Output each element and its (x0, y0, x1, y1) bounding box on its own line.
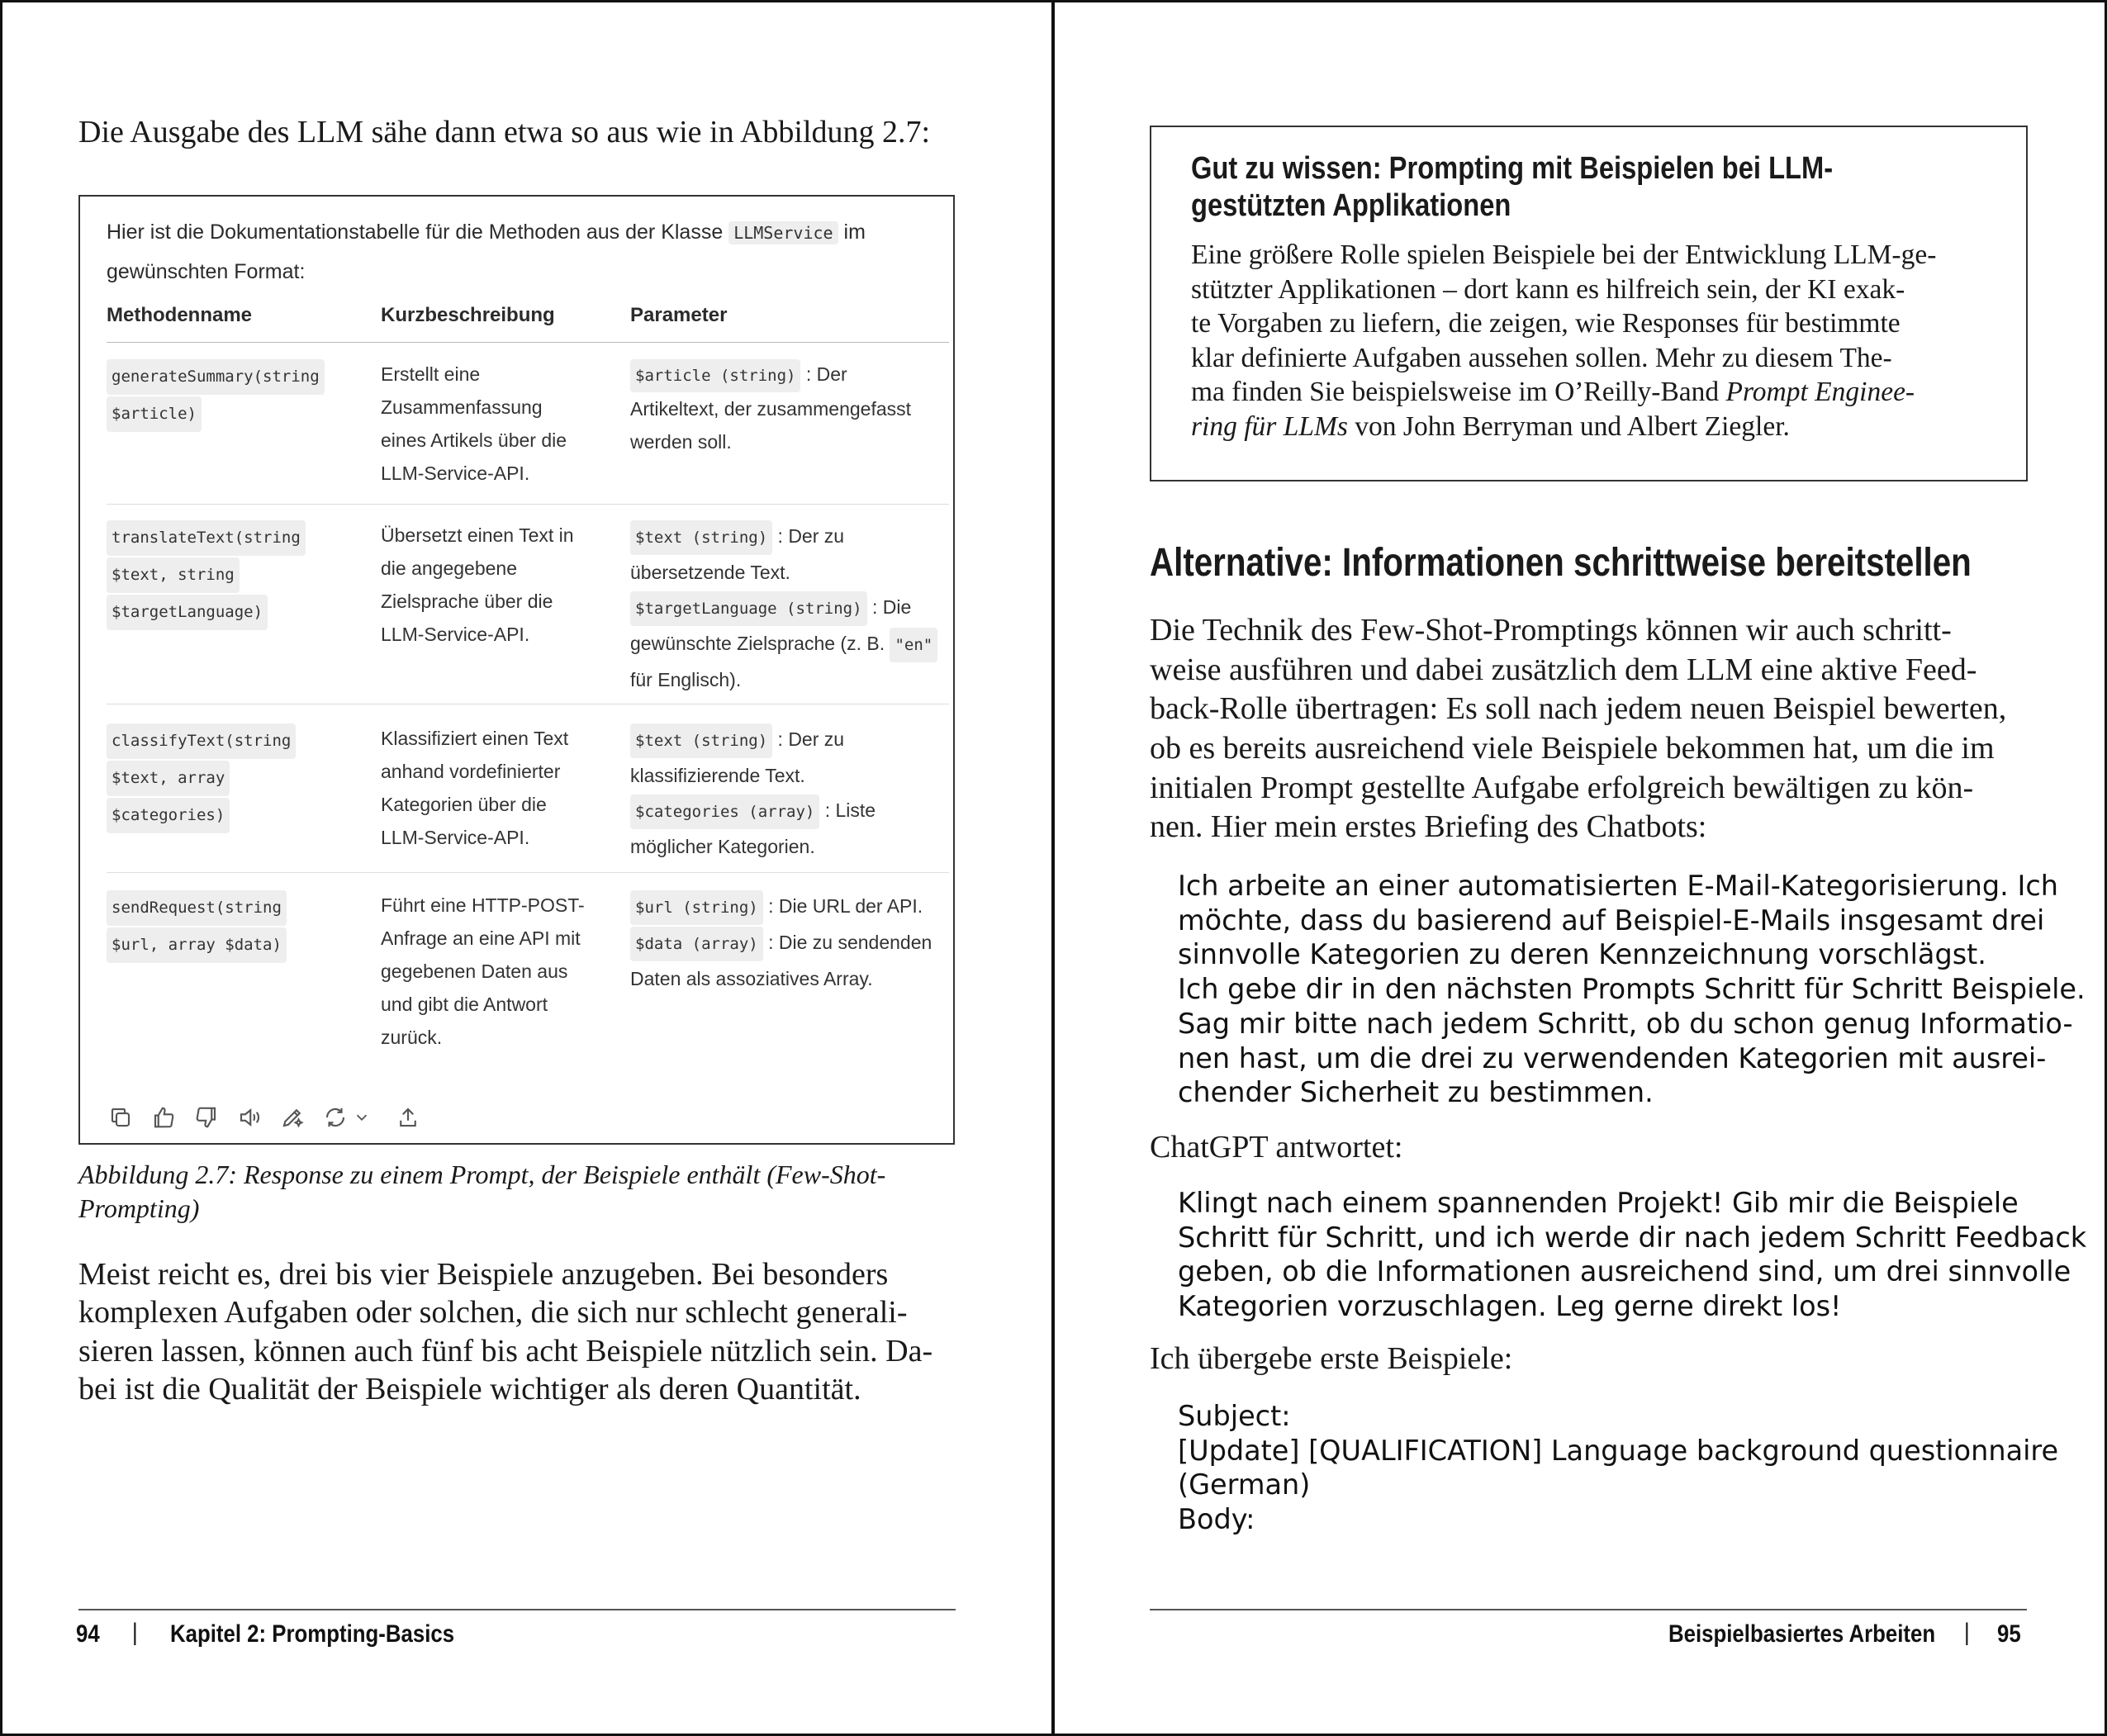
figure-chat-response (78, 195, 955, 1145)
left-footer-separator: | (132, 1619, 138, 1646)
note-box (1150, 126, 2028, 481)
row1-method: generateSummary(string $article) (107, 358, 325, 432)
thumbs-down-icon[interactable] (192, 1103, 221, 1131)
section-heading: Alternative: Informationen schrittweise bereitstellen (1150, 541, 1972, 585)
figure-caption: Abbildung 2.7: Response zu einem Prompt, der Beispiele enthält (Few-Shot-Prompting) (78, 1160, 886, 1223)
header-kurzbeschreibung: Kurzbeschreibung (381, 304, 555, 326)
row3-method: classifyText(string $text, array $categories) (107, 722, 296, 833)
row2-description: Übersetzt einen Text in die angegebene Zielsprache über die LLM-Service-API. (381, 524, 574, 645)
row3-description: Klassifiziert einen Text anhand vordefinierter Kategorien über die LLM-Service-API. (381, 728, 569, 848)
right-section-title: Beispielbasiertes Arbeiten (1668, 1620, 1936, 1648)
read-aloud-icon[interactable] (235, 1103, 263, 1131)
row4-parameters: $url (string) : Die URL der API. $data (array) : Die zu sendenden Daten als assoziatives Array. (630, 889, 932, 996)
right-footer-separator: | (1964, 1619, 1970, 1646)
figure-intro: Hier ist die Dokumentationstabelle für die Methoden aus der Klasse LLMService im gewünschten Format: (107, 221, 866, 283)
right-page-number: 95 (1997, 1620, 2021, 1648)
regenerate-icon[interactable] (321, 1103, 349, 1131)
inline-code-llmservice: LLMService (728, 221, 838, 244)
left-intro-text: Die Ausgabe des LLM sähe dann etwa so aus wie in Abbildung 2.7: (78, 115, 931, 149)
copy-icon[interactable] (107, 1103, 135, 1131)
handover-label: Ich übergebe erste Beispiele: (1150, 1341, 1513, 1376)
chevron-down-icon[interactable] (353, 1103, 371, 1131)
response-toolbar (107, 1101, 422, 1134)
row-divider (107, 504, 949, 505)
row4-description: Führt eine HTTP-POST- Anfrage an eine API mit gegebenen Daten aus und gibt die Antwort zurück. (381, 894, 585, 1048)
left-page-number: 94 (76, 1620, 100, 1648)
header-methodenname: Methodenname (107, 304, 253, 326)
header-parameter: Parameter (630, 304, 728, 326)
chatgpt-response: Klingt nach einem spannenden Projekt! Gib mir die Beispiele Schritt für Schritt, und ich werde dir nach jedem Schritt Feedback geben, ob die Informationen ausreichend sind, um drei sinnvolle Kategorien vorzuschlagen. Leg gerne direkt los! (1178, 1187, 2087, 1323)
note-body: Eine größere Rolle spielen Beispiele bei der Entwicklung LLM-ge- stützter Applikationen – dort kann es hilfreich sein, der KI exak- te Vorgaben zu liefern, die zeigen, wie Responses für bestimmte klar definierte Aufgaben aussehen sollen. Mehr zu diesem The- ma finden Sie beispielsweise im O’Reilly-Band Prompt Enginee- ring für LLMs von John Berryman und Albert Ziegler. (1191, 240, 1937, 442)
row3-parameters: $text (string) : Der zu klassifizierende Text. $categories (array) : Liste möglicher Kategorien. (630, 722, 876, 864)
left-chapter-title: Kapitel 2: Prompting-Basics (170, 1620, 455, 1648)
row2-parameters: $text (string) : Der zu übersetzende Text. $targetLanguage (string) : Die gewünschte Zielsprache (z. B. "en" für Englisch). (630, 519, 937, 697)
book-spine (1051, 0, 1055, 1736)
chatgpt-label: ChatGPT antwortet: (1150, 1130, 1403, 1164)
table-header-rule (107, 342, 949, 343)
email-example: Subject: [Update] [QUALIFICATION] Language background questionnaire (German) Body: (1178, 1400, 2059, 1536)
note-title: Gut zu wissen: Prompting mit Beispielen bei LLM-gestützten Applikationen (1191, 151, 1834, 223)
row-divider (107, 872, 949, 873)
right-footer-rule (1150, 1609, 2027, 1610)
share-icon[interactable] (394, 1103, 422, 1131)
row4-method: sendRequest(string $url, array $data) (107, 889, 287, 963)
row1-description: Erstellt eine Zusammenfassung eines Artikels über die LLM-Service-API. (381, 363, 567, 484)
row1-parameters: $article (string) : Der Artikeltext, der zusammengefasst werden soll. (630, 358, 911, 458)
right-body-paragraph: Die Technik des Few-Shot-Promptings können wir auch schritt- weise ausführen und dabei zusätzlich dem LLM eine aktive Feed- back-Rolle übertragen: Es soll nach jedem neuen Beispiel bewerten, ob es bereits ausreichend viele Beispiele bekommen hat, um die im initialen Prompt gestellte Aufgabe erfolgreich bewältigen zu kön- nen. Hier mein erstes Briefing des Chatbots: (1150, 613, 2007, 845)
edit-icon[interactable] (278, 1103, 306, 1131)
thumbs-up-icon[interactable] (149, 1103, 178, 1131)
left-body-paragraph: Meist reicht es, drei bis vier Beispiele anzugeben. Bei besonders komplexen Aufgaben oder solchen, die sich nur schlecht generali- sieren lassen, können auch fünf bis acht Beispiele nützlich sein. Da- bei ist die Qualität der Beispiele wichtiger als deren Quantität. (78, 1257, 933, 1407)
left-footer-rule (78, 1609, 956, 1610)
row2-method: translateText(string $text, string $targetLanguage) (107, 519, 306, 630)
prompt-example: Ich arbeite an einer automatisierten E-Mail-Kategorisierung. Ich möchte, dass du basierend auf Beispiel-E-Mails insgesamt drei sinnvolle Kategorien zu deren Kennzeichnung vorschlägst. Ich gebe dir in den nächsten Prompts Schritt für Schritt Beispiele. Sag mir bitte nach jedem Schritt, ob du schon genug Informatio- nen hast, um die drei zu verwendenden Kategorien mit ausrei- chender Sicherheit zu bestimmen. (1178, 870, 2086, 1109)
